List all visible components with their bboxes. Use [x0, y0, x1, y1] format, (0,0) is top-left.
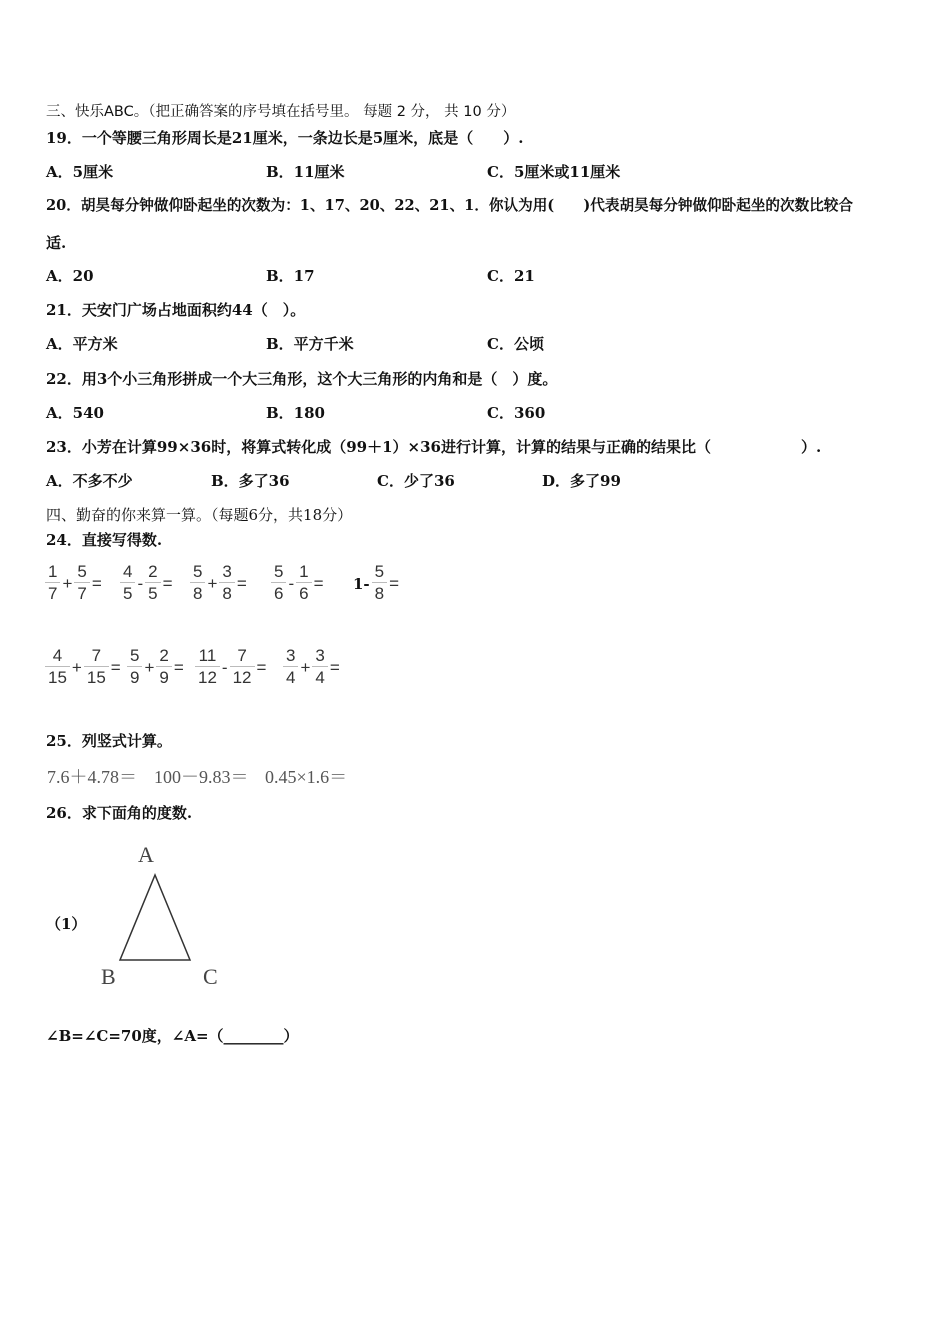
operator: +: [144, 657, 155, 677]
operator: +: [71, 657, 82, 677]
equals: =: [329, 657, 340, 677]
operator: -: [137, 573, 144, 593]
question-24: 24．直接写得数.: [46, 531, 163, 549]
numerator: 11: [195, 646, 220, 667]
q22-option-c: C．360: [487, 404, 546, 422]
denominator: 9: [159, 668, 169, 687]
q21-option-b: B．平方千米: [266, 335, 354, 353]
denominator: 4: [286, 668, 296, 687]
numerator: 7: [84, 646, 109, 667]
numerator: 2: [156, 646, 171, 667]
numerator: 4: [45, 646, 70, 667]
q22-option-a: A．540: [46, 404, 104, 422]
denominator: 15: [86, 668, 106, 687]
triangle: [120, 875, 190, 960]
question-21: 21．天安门广场占地面积约44（ ）。: [46, 301, 306, 319]
q23-option-b: B．多了36: [211, 472, 290, 490]
q23-option-c: C．少了36: [377, 472, 455, 490]
operator: -: [288, 573, 295, 593]
numerator: 5: [372, 562, 387, 583]
angle-answer: ∠B=∠C=70度，∠A=（________）: [46, 1027, 299, 1045]
equals: =: [91, 573, 102, 593]
fraction-expression: [119, 562, 174, 605]
q21-option-a: A．平方米: [46, 335, 118, 353]
q20-option-c: C．21: [487, 267, 535, 285]
q21-option-c: C．公顷: [487, 335, 544, 353]
denominator: 8: [374, 584, 385, 603]
part-label: （1）: [46, 915, 87, 933]
question-22: 22．用3个小三角形拼成一个大三角形，这个大三角形的内角和是（ ）度。: [46, 370, 558, 388]
q19-option-b: B．11厘米: [266, 163, 345, 181]
vertical-calc-expression-3: 0.45×1.6＝: [265, 767, 348, 787]
question-20: 20．胡昊每分钟做仰卧起坐的次数为：1、17、20、22、21、1．你认为用( )代表胡昊每分钟做仰卧起坐的次数比较合: [46, 197, 853, 214]
numerator: 4: [120, 562, 135, 583]
vertex-c-label: C: [203, 964, 218, 989]
equals: =: [110, 657, 121, 677]
denominator: 6: [299, 584, 309, 603]
vertex-b-label: B: [101, 964, 116, 989]
operator: +: [207, 573, 218, 593]
prefix: 1-: [353, 574, 370, 593]
fraction-expression: [282, 646, 341, 689]
numerator: 5: [127, 646, 142, 667]
equals: =: [389, 573, 400, 593]
operator: -: [221, 657, 228, 677]
numerator: 3: [312, 646, 327, 667]
denominator: 7: [48, 584, 58, 603]
equals: =: [162, 573, 173, 593]
denominator: 8: [222, 584, 232, 603]
q23-option-d: D．多了99: [542, 472, 621, 490]
fraction-expression: [44, 562, 103, 605]
operator: +: [62, 573, 73, 593]
denominator: 12: [232, 668, 252, 687]
fraction-expression: [194, 646, 267, 689]
q23-option-a: A．不多不少: [46, 472, 133, 490]
numerator: 5: [271, 562, 286, 583]
denominator: 15: [48, 668, 67, 687]
numerator: 3: [283, 646, 298, 667]
numerator: 5: [74, 562, 89, 583]
fraction-expression: [189, 562, 248, 605]
denominator: 5: [123, 584, 133, 603]
equals: =: [256, 657, 267, 677]
section-4-title: 四、勤奋的你来算一算。（每题6分，共18分）: [46, 506, 353, 524]
q19-option-c: C．5厘米或11厘米: [487, 163, 621, 181]
numerator: 1: [296, 562, 311, 583]
denominator: 4: [315, 668, 325, 687]
numerator: 3: [219, 562, 234, 583]
question-25: 25．列竖式计算。: [46, 732, 172, 750]
vertical-calc-expression-2: 100－9.83＝: [154, 767, 249, 787]
numerator: 7: [230, 646, 255, 667]
denominator: 12: [198, 668, 217, 687]
question-26: 26．求下面角的度数.: [46, 804, 193, 822]
equals: =: [236, 573, 247, 593]
fraction-expression: [44, 646, 122, 689]
denominator: 9: [130, 668, 140, 687]
operator: +: [300, 657, 311, 677]
triangle-figure: [100, 840, 240, 1000]
numerator: 2: [145, 562, 160, 583]
fraction-expression: [270, 562, 325, 605]
fraction-expression: [126, 646, 185, 689]
question-20-cont: 适.: [46, 234, 67, 252]
numerator: 5: [190, 562, 205, 583]
q22-option-b: B．180: [266, 404, 325, 422]
q20-option-a: A．20: [46, 267, 94, 285]
denominator: 8: [193, 584, 203, 603]
denominator: 6: [274, 584, 284, 603]
q20-option-b: B．17: [266, 267, 315, 285]
vertex-a-label: A: [138, 842, 154, 867]
section-3-title: 三、快乐ABC。（把正确答案的序号填在括号里。 每题 2 分， 共 10 分）: [46, 104, 516, 120]
denominator: 7: [77, 584, 87, 603]
vertical-calc-expression-1: 7.6＋4.78＝: [47, 767, 137, 787]
question-19: 19．一个等腰三角形周长是21厘米，一条边长是5厘米，底是（ ）.: [46, 129, 524, 147]
q19-option-a: A．5厘米: [46, 163, 114, 181]
numerator: 1: [45, 562, 60, 583]
equals: =: [173, 657, 184, 677]
equals: =: [313, 573, 324, 593]
fraction-expression: [352, 562, 400, 605]
denominator: 5: [148, 584, 158, 603]
question-23: 23．小芳在计算99×36时，将算式转化成（99＋1）×36进行计算，计算的结果与正确的结果比（ ）.: [46, 438, 822, 456]
